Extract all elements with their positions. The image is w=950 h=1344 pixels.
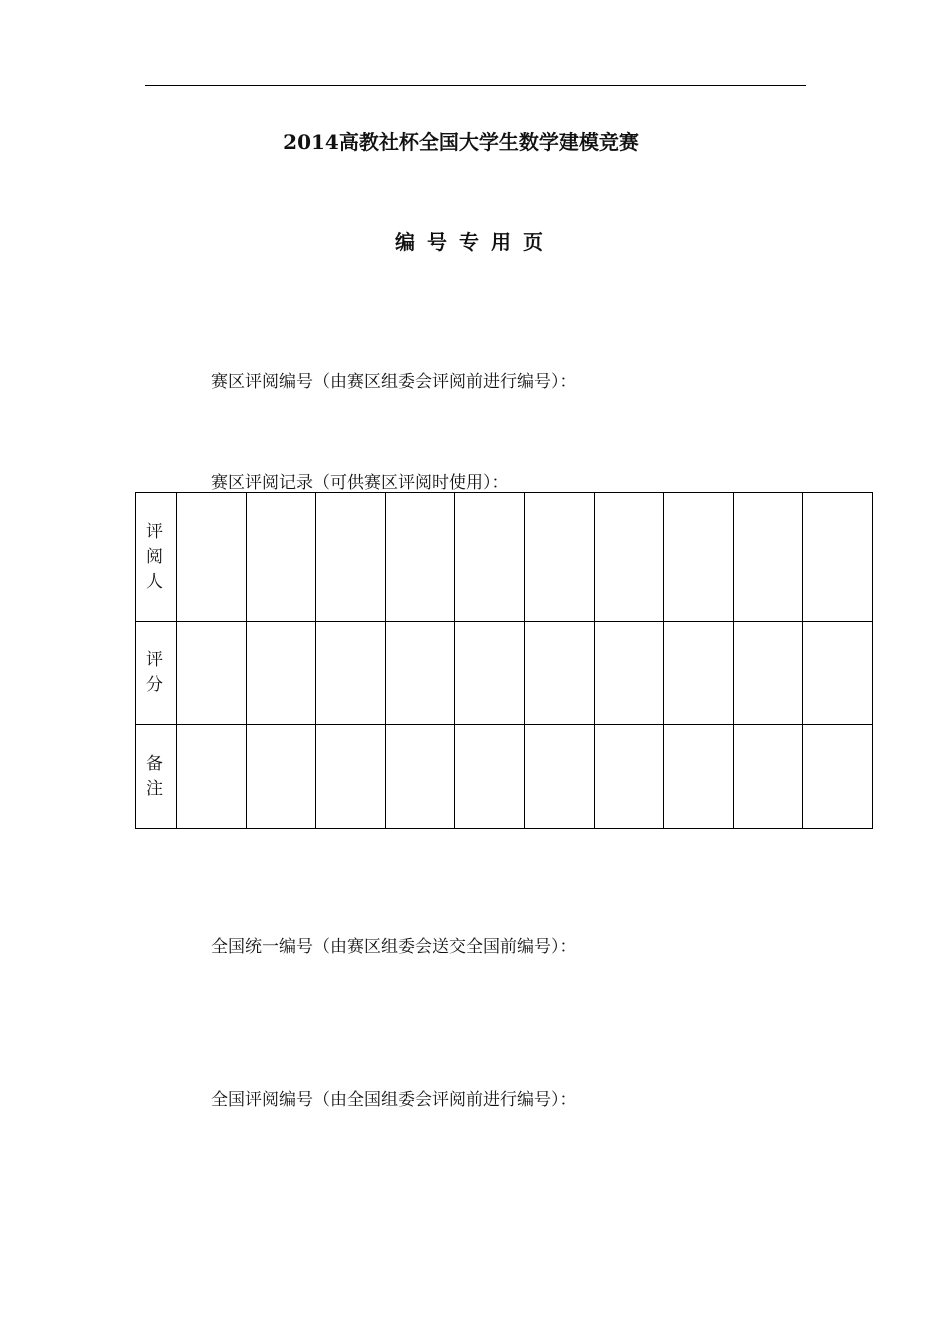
entry-cell[interactable] <box>664 493 734 622</box>
row-header-label: 评分 <box>146 650 163 695</box>
header-rule <box>145 85 806 86</box>
entry-cell[interactable] <box>733 622 803 725</box>
row-header-cell <box>136 493 177 622</box>
table-row <box>136 493 873 622</box>
entry-cell[interactable] <box>455 622 525 725</box>
page-title: 2014高教社杯全国大学生数学建模竞赛 <box>283 130 639 154</box>
entry-cell[interactable] <box>803 725 873 829</box>
entry-cell[interactable] <box>803 622 873 725</box>
page-subtitle: 编号专用页 <box>395 230 555 254</box>
entry-cell[interactable] <box>246 493 316 622</box>
entry-cell[interactable] <box>177 493 247 622</box>
entry-cell[interactable] <box>524 725 594 829</box>
entry-cell[interactable] <box>316 493 386 622</box>
entry-cell[interactable] <box>594 622 664 725</box>
national-review-number-label: 全国评阅编号（由全国组委会评阅前进行编号）： <box>211 1090 577 1110</box>
entry-cell[interactable] <box>177 622 247 725</box>
entry-cell[interactable] <box>246 622 316 725</box>
entry-cell[interactable] <box>316 622 386 725</box>
entry-cell[interactable] <box>524 622 594 725</box>
entry-cell[interactable] <box>385 622 455 725</box>
entry-cell[interactable] <box>733 725 803 829</box>
entry-cell[interactable] <box>385 493 455 622</box>
entry-cell[interactable] <box>246 725 316 829</box>
review-record-table <box>135 492 873 829</box>
entry-cell[interactable] <box>177 725 247 829</box>
regional-review-record-label: 赛区评阅记录（可供赛区评阅时使用）： <box>211 473 509 493</box>
row-header-label: 评阅人 <box>146 521 163 592</box>
entry-cell[interactable] <box>803 493 873 622</box>
table-row <box>136 622 873 725</box>
entry-cell[interactable] <box>594 725 664 829</box>
table-row <box>136 725 873 829</box>
row-header-cell <box>136 622 177 725</box>
row-header-label: 备注 <box>146 753 163 799</box>
entry-cell[interactable] <box>455 725 525 829</box>
entry-cell[interactable] <box>664 622 734 725</box>
entry-cell[interactable] <box>385 725 455 829</box>
entry-cell[interactable] <box>664 725 734 829</box>
national-unified-number-label: 全国统一编号（由赛区组委会送交全国前编号）： <box>211 937 577 957</box>
entry-cell[interactable] <box>524 493 594 622</box>
regional-review-number-label: 赛区评阅编号（由赛区组委会评阅前进行编号）： <box>211 372 577 392</box>
row-header-cell <box>136 725 177 829</box>
entry-cell[interactable] <box>455 493 525 622</box>
entry-cell[interactable] <box>594 493 664 622</box>
entry-cell[interactable] <box>733 493 803 622</box>
entry-cell[interactable] <box>316 725 386 829</box>
